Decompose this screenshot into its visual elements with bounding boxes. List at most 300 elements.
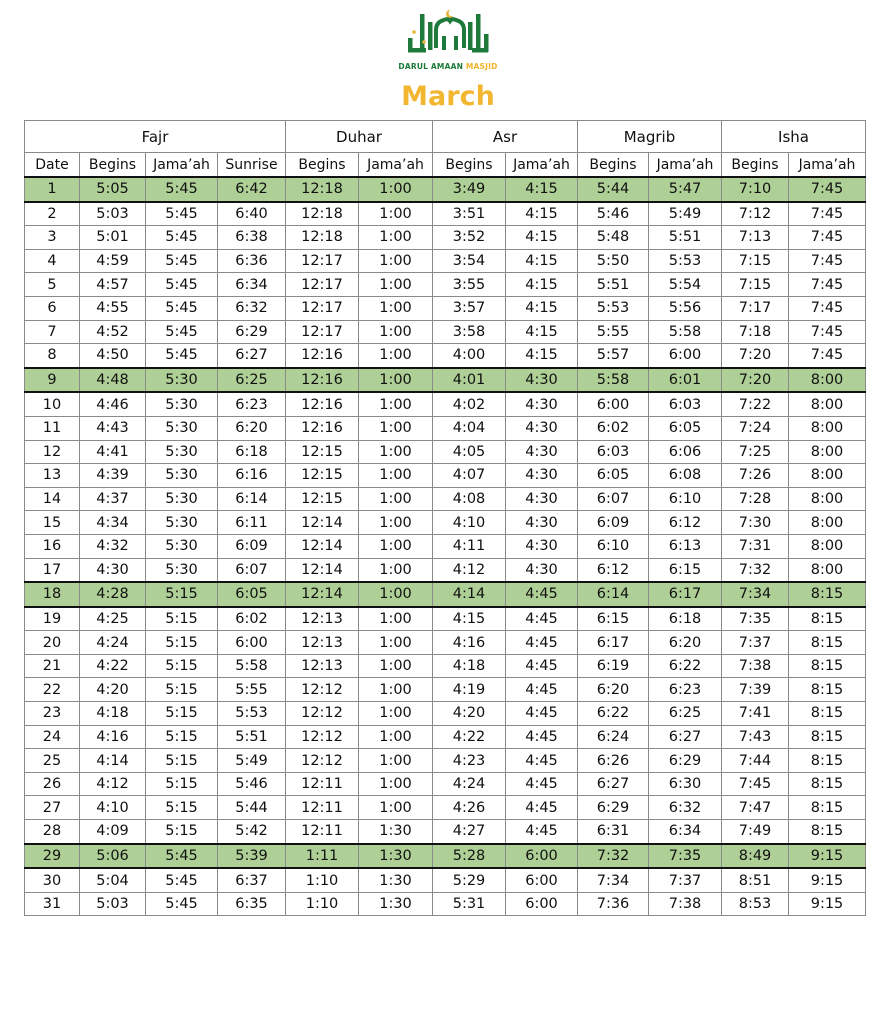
cell-fajr-jamaah: 5:15: [146, 725, 218, 749]
cell-fajr-begins: 4:18: [80, 702, 146, 726]
cell-isha-begins: 8:49: [722, 844, 789, 869]
cell-fajr-jamaah: 5:15: [146, 702, 218, 726]
brand-name-part1: DARUL AMAAN: [398, 62, 464, 71]
cell-isha-begins: 7:30: [722, 511, 789, 535]
cell-fajr-begins: 4:59: [80, 249, 146, 273]
cell-sunrise: 6:42: [218, 177, 286, 202]
cell-duhar-jamaah: 1:00: [359, 654, 433, 678]
cell-asr-begins: 4:26: [433, 796, 506, 820]
cell-sunrise: 6:40: [218, 202, 286, 226]
cell-isha-jamaah: 8:00: [789, 416, 866, 440]
cell-fajr-jamaah: 5:30: [146, 487, 218, 511]
cell-magrib-begins: 7:32: [578, 844, 649, 869]
cell-magrib-begins: 6:05: [578, 464, 649, 488]
cell-date: 14: [25, 487, 80, 511]
cell-duhar-jamaah: 1:30: [359, 868, 433, 892]
cell-isha-begins: 7:20: [722, 344, 789, 368]
cell-sunrise: 5:49: [218, 749, 286, 773]
cell-asr-jamaah: 6:00: [506, 868, 578, 892]
cell-fajr-begins: 4:37: [80, 487, 146, 511]
cell-isha-begins: 7:22: [722, 392, 789, 416]
cell-fajr-jamaah: 5:15: [146, 796, 218, 820]
cell-asr-begins: 4:10: [433, 511, 506, 535]
cell-isha-jamaah: 8:00: [789, 464, 866, 488]
cell-date: 13: [25, 464, 80, 488]
cell-fajr-jamaah: 5:45: [146, 892, 218, 916]
cell-isha-jamaah: 7:45: [789, 320, 866, 344]
cell-fajr-jamaah: 5:45: [146, 344, 218, 368]
cell-sunrise: 6:02: [218, 607, 286, 631]
cell-fajr-jamaah: 5:45: [146, 226, 218, 250]
cell-fajr-begins: 4:57: [80, 273, 146, 297]
cell-asr-jamaah: 4:30: [506, 464, 578, 488]
cell-magrib-jamaah: 6:18: [649, 607, 722, 631]
cell-isha-jamaah: 8:00: [789, 534, 866, 558]
cell-sunrise: 6:09: [218, 534, 286, 558]
column-header-duhar-jamaah: Jama’ah: [359, 153, 433, 178]
cell-fajr-jamaah: 5:45: [146, 249, 218, 273]
column-header-date: Date: [25, 153, 80, 178]
cell-duhar-begins: 1:10: [286, 868, 359, 892]
cell-magrib-begins: 5:53: [578, 296, 649, 320]
cell-fajr-jamaah: 5:45: [146, 296, 218, 320]
cell-magrib-jamaah: 6:20: [649, 631, 722, 655]
cell-magrib-jamaah: 6:05: [649, 416, 722, 440]
cell-date: 20: [25, 631, 80, 655]
column-header-fajr-begins: Begins: [80, 153, 146, 178]
cell-isha-begins: 7:12: [722, 202, 789, 226]
cell-asr-begins: 3:58: [433, 320, 506, 344]
cell-magrib-jamaah: 6:03: [649, 392, 722, 416]
cell-duhar-jamaah: 1:00: [359, 177, 433, 202]
cell-isha-jamaah: 7:45: [789, 226, 866, 250]
cell-asr-begins: 4:20: [433, 702, 506, 726]
cell-magrib-begins: 5:51: [578, 273, 649, 297]
cell-fajr-begins: 4:34: [80, 511, 146, 535]
cell-asr-begins: 4:11: [433, 534, 506, 558]
cell-duhar-jamaah: 1:00: [359, 440, 433, 464]
cell-isha-begins: 7:45: [722, 772, 789, 796]
cell-fajr-begins: 4:55: [80, 296, 146, 320]
table-row: [25, 654, 866, 678]
cell-isha-begins: 7:49: [722, 820, 789, 844]
cell-isha-jamaah: 8:15: [789, 654, 866, 678]
cell-duhar-begins: 12:11: [286, 796, 359, 820]
cell-fajr-jamaah: 5:15: [146, 582, 218, 607]
cell-fajr-begins: 4:28: [80, 582, 146, 607]
prayer-group-header-row: [25, 121, 866, 153]
cell-sunrise: 6:05: [218, 582, 286, 607]
cell-sunrise: 6:37: [218, 868, 286, 892]
group-header-duhar: Duhar: [286, 121, 433, 153]
cell-magrib-begins: 6:19: [578, 654, 649, 678]
cell-asr-begins: 3:52: [433, 226, 506, 250]
cell-sunrise: 6:18: [218, 440, 286, 464]
cell-fajr-jamaah: 5:30: [146, 534, 218, 558]
cell-fajr-begins: 4:41: [80, 440, 146, 464]
cell-magrib-begins: 5:46: [578, 202, 649, 226]
cell-sunrise: 6:27: [218, 344, 286, 368]
cell-isha-jamaah: 7:45: [789, 344, 866, 368]
cell-magrib-begins: 6:20: [578, 678, 649, 702]
cell-fajr-jamaah: 5:45: [146, 202, 218, 226]
cell-magrib-begins: 6:10: [578, 534, 649, 558]
cell-magrib-begins: 6:07: [578, 487, 649, 511]
cell-isha-jamaah: 8:15: [789, 631, 866, 655]
cell-asr-begins: 3:49: [433, 177, 506, 202]
cell-duhar-begins: 12:15: [286, 464, 359, 488]
cell-asr-begins: 4:16: [433, 631, 506, 655]
cell-magrib-begins: 5:48: [578, 226, 649, 250]
cell-magrib-begins: 6:02: [578, 416, 649, 440]
cell-magrib-jamaah: 6:00: [649, 344, 722, 368]
cell-magrib-jamaah: 5:54: [649, 273, 722, 297]
cell-date: 22: [25, 678, 80, 702]
cell-isha-begins: 7:18: [722, 320, 789, 344]
cell-duhar-begins: 12:13: [286, 631, 359, 655]
cell-date: 12: [25, 440, 80, 464]
cell-duhar-jamaah: 1:00: [359, 607, 433, 631]
cell-asr-jamaah: 4:30: [506, 511, 578, 535]
cell-isha-jamaah: 8:00: [789, 368, 866, 393]
cell-magrib-begins: 7:36: [578, 892, 649, 916]
cell-fajr-begins: 5:05: [80, 177, 146, 202]
cell-asr-jamaah: 4:15: [506, 202, 578, 226]
table-row: [25, 678, 866, 702]
cell-asr-begins: 4:00: [433, 344, 506, 368]
cell-fajr-begins: 5:04: [80, 868, 146, 892]
cell-sunrise: 6:00: [218, 631, 286, 655]
cell-sunrise: 5:58: [218, 654, 286, 678]
cell-magrib-begins: 5:57: [578, 344, 649, 368]
table-row: [25, 772, 866, 796]
cell-asr-jamaah: 4:15: [506, 249, 578, 273]
cell-magrib-begins: 6:17: [578, 631, 649, 655]
cell-isha-jamaah: 8:15: [789, 749, 866, 773]
cell-duhar-begins: 12:15: [286, 440, 359, 464]
cell-isha-begins: 7:38: [722, 654, 789, 678]
cell-magrib-begins: 6:22: [578, 702, 649, 726]
cell-sunrise: 5:51: [218, 725, 286, 749]
cell-date: 26: [25, 772, 80, 796]
column-header-isha-jamaah: Jama’ah: [789, 153, 866, 178]
cell-sunrise: 5:46: [218, 772, 286, 796]
cell-isha-begins: 7:32: [722, 558, 789, 582]
cell-duhar-jamaah: 1:30: [359, 892, 433, 916]
table-row: [25, 892, 866, 916]
cell-asr-jamaah: 4:15: [506, 344, 578, 368]
cell-date: 2: [25, 202, 80, 226]
cell-asr-begins: 3:51: [433, 202, 506, 226]
cell-asr-jamaah: 4:45: [506, 631, 578, 655]
cell-isha-begins: 8:51: [722, 868, 789, 892]
table-row: [25, 534, 866, 558]
table-row: [25, 607, 866, 631]
cell-magrib-jamaah: 6:23: [649, 678, 722, 702]
cell-isha-begins: 8:53: [722, 892, 789, 916]
cell-fajr-jamaah: 5:30: [146, 511, 218, 535]
cell-duhar-jamaah: 1:00: [359, 534, 433, 558]
cell-magrib-begins: 6:26: [578, 749, 649, 773]
cell-fajr-begins: 4:50: [80, 344, 146, 368]
column-header-duhar-begins: Begins: [286, 153, 359, 178]
cell-duhar-begins: 12:11: [286, 820, 359, 844]
cell-asr-jamaah: 4:45: [506, 725, 578, 749]
cell-fajr-begins: 4:25: [80, 607, 146, 631]
cell-fajr-jamaah: 5:15: [146, 631, 218, 655]
cell-asr-begins: 5:31: [433, 892, 506, 916]
cell-duhar-jamaah: 1:00: [359, 296, 433, 320]
cell-fajr-jamaah: 5:30: [146, 464, 218, 488]
cell-asr-begins: 4:12: [433, 558, 506, 582]
cell-isha-jamaah: 7:45: [789, 202, 866, 226]
table-row: [25, 320, 866, 344]
cell-magrib-jamaah: 6:27: [649, 725, 722, 749]
cell-duhar-jamaah: 1:00: [359, 273, 433, 297]
cell-fajr-begins: 5:03: [80, 892, 146, 916]
cell-sunrise: 5:53: [218, 702, 286, 726]
cell-date: 10: [25, 392, 80, 416]
table-row: [25, 296, 866, 320]
table-row: [25, 820, 866, 844]
cell-date: 28: [25, 820, 80, 844]
cell-date: 6: [25, 296, 80, 320]
cell-magrib-jamaah: 6:12: [649, 511, 722, 535]
cell-isha-begins: 7:17: [722, 296, 789, 320]
cell-fajr-jamaah: 5:30: [146, 392, 218, 416]
cell-magrib-jamaah: 6:32: [649, 796, 722, 820]
cell-fajr-begins: 4:39: [80, 464, 146, 488]
cell-date: 30: [25, 868, 80, 892]
cell-magrib-jamaah: 6:17: [649, 582, 722, 607]
cell-isha-jamaah: 8:00: [789, 558, 866, 582]
cell-date: 17: [25, 558, 80, 582]
cell-magrib-jamaah: 5:49: [649, 202, 722, 226]
cell-fajr-jamaah: 5:45: [146, 868, 218, 892]
cell-duhar-begins: 12:18: [286, 226, 359, 250]
cell-magrib-begins: 6:24: [578, 725, 649, 749]
cell-asr-begins: 4:02: [433, 392, 506, 416]
cell-duhar-jamaah: 1:00: [359, 320, 433, 344]
cell-duhar-jamaah: 1:00: [359, 678, 433, 702]
cell-asr-jamaah: 4:30: [506, 392, 578, 416]
cell-fajr-begins: 5:06: [80, 844, 146, 869]
cell-isha-begins: 7:41: [722, 702, 789, 726]
cell-asr-begins: 4:07: [433, 464, 506, 488]
cell-sunrise: 6:11: [218, 511, 286, 535]
cell-isha-begins: 7:15: [722, 249, 789, 273]
table-row: [25, 202, 866, 226]
cell-duhar-jamaah: 1:00: [359, 202, 433, 226]
cell-asr-jamaah: 4:15: [506, 273, 578, 297]
cell-sunrise: 5:55: [218, 678, 286, 702]
cell-duhar-begins: 12:13: [286, 654, 359, 678]
cell-magrib-jamaah: 6:29: [649, 749, 722, 773]
column-header-sunrise: Sunrise: [218, 153, 286, 178]
table-row: [25, 392, 866, 416]
cell-fajr-jamaah: 5:45: [146, 177, 218, 202]
cell-isha-jamaah: 7:45: [789, 249, 866, 273]
cell-asr-begins: 4:08: [433, 487, 506, 511]
cell-duhar-begins: 12:16: [286, 344, 359, 368]
brand-name: [380, 62, 516, 71]
cell-sunrise: 5:39: [218, 844, 286, 869]
cell-magrib-jamaah: 5:47: [649, 177, 722, 202]
cell-magrib-jamaah: 6:30: [649, 772, 722, 796]
cell-fajr-begins: 4:32: [80, 534, 146, 558]
cell-asr-jamaah: 4:30: [506, 558, 578, 582]
cell-isha-begins: 7:34: [722, 582, 789, 607]
cell-sunrise: 5:42: [218, 820, 286, 844]
cell-duhar-begins: 12:14: [286, 511, 359, 535]
cell-date: 18: [25, 582, 80, 607]
cell-isha-begins: 7:47: [722, 796, 789, 820]
cell-duhar-jamaah: 1:00: [359, 558, 433, 582]
cell-sunrise: 6:29: [218, 320, 286, 344]
table-row: [25, 440, 866, 464]
cell-magrib-jamaah: 6:01: [649, 368, 722, 393]
cell-date: 5: [25, 273, 80, 297]
table-row: [25, 416, 866, 440]
cell-date: 16: [25, 534, 80, 558]
cell-magrib-jamaah: 6:13: [649, 534, 722, 558]
cell-fajr-jamaah: 5:15: [146, 678, 218, 702]
cell-magrib-begins: 6:12: [578, 558, 649, 582]
table-row: [25, 249, 866, 273]
cell-date: 15: [25, 511, 80, 535]
cell-date: 11: [25, 416, 80, 440]
cell-fajr-jamaah: 5:30: [146, 440, 218, 464]
cell-fajr-begins: 4:43: [80, 416, 146, 440]
cell-asr-begins: 4:01: [433, 368, 506, 393]
cell-duhar-begins: 12:12: [286, 749, 359, 773]
brand-name-part2: MASJID: [465, 62, 498, 71]
table-row: [25, 273, 866, 297]
cell-date: 23: [25, 702, 80, 726]
cell-duhar-jamaah: 1:00: [359, 582, 433, 607]
cell-magrib-begins: 6:03: [578, 440, 649, 464]
cell-magrib-begins: 5:55: [578, 320, 649, 344]
table-row: [25, 464, 866, 488]
cell-isha-begins: 7:43: [722, 725, 789, 749]
cell-duhar-begins: 1:11: [286, 844, 359, 869]
cell-asr-begins: 5:28: [433, 844, 506, 869]
cell-fajr-jamaah: 5:45: [146, 273, 218, 297]
cell-asr-begins: 4:19: [433, 678, 506, 702]
cell-duhar-jamaah: 1:00: [359, 725, 433, 749]
cell-isha-begins: 7:25: [722, 440, 789, 464]
cell-duhar-begins: 12:16: [286, 368, 359, 393]
cell-isha-jamaah: 9:15: [789, 868, 866, 892]
cell-magrib-jamaah: 6:22: [649, 654, 722, 678]
cell-date: 8: [25, 344, 80, 368]
cell-isha-begins: 7:24: [722, 416, 789, 440]
cell-isha-jamaah: 8:15: [789, 820, 866, 844]
cell-fajr-jamaah: 5:15: [146, 772, 218, 796]
cell-isha-begins: 7:31: [722, 534, 789, 558]
cell-fajr-jamaah: 5:15: [146, 749, 218, 773]
cell-date: 21: [25, 654, 80, 678]
table-row-highlighted: [25, 177, 866, 202]
cell-isha-jamaah: 8:00: [789, 392, 866, 416]
cell-fajr-jamaah: 5:15: [146, 820, 218, 844]
cell-fajr-begins: 4:24: [80, 631, 146, 655]
cell-asr-begins: 4:04: [433, 416, 506, 440]
cell-duhar-begins: 12:18: [286, 202, 359, 226]
cell-isha-begins: 7:26: [722, 464, 789, 488]
group-header-isha: Isha: [722, 121, 866, 153]
cell-isha-begins: 7:37: [722, 631, 789, 655]
cell-asr-jamaah: 4:15: [506, 177, 578, 202]
cell-asr-jamaah: 4:15: [506, 320, 578, 344]
cell-sunrise: 6:20: [218, 416, 286, 440]
cell-sunrise: 6:38: [218, 226, 286, 250]
cell-isha-begins: 7:20: [722, 368, 789, 393]
table-row: [25, 702, 866, 726]
cell-asr-jamaah: 4:45: [506, 607, 578, 631]
cell-fajr-jamaah: 5:15: [146, 654, 218, 678]
column-header-asr-jamaah: Jama’ah: [506, 153, 578, 178]
cell-fajr-begins: 4:46: [80, 392, 146, 416]
cell-asr-jamaah: 6:00: [506, 844, 578, 869]
table-row: [25, 226, 866, 250]
cell-magrib-jamaah: 6:06: [649, 440, 722, 464]
table-row-highlighted: [25, 582, 866, 607]
cell-fajr-begins: 4:14: [80, 749, 146, 773]
cell-asr-jamaah: 4:45: [506, 702, 578, 726]
cell-date: 31: [25, 892, 80, 916]
cell-isha-begins: 7:13: [722, 226, 789, 250]
cell-asr-jamaah: 4:45: [506, 772, 578, 796]
cell-magrib-jamaah: 5:53: [649, 249, 722, 273]
cell-duhar-begins: 12:18: [286, 177, 359, 202]
cell-sunrise: 6:32: [218, 296, 286, 320]
cell-isha-jamaah: 8:15: [789, 796, 866, 820]
cell-asr-jamaah: 4:45: [506, 749, 578, 773]
cell-isha-begins: 7:35: [722, 607, 789, 631]
column-header-row: [25, 153, 866, 178]
cell-magrib-jamaah: 5:58: [649, 320, 722, 344]
cell-date: 3: [25, 226, 80, 250]
cell-magrib-jamaah: 6:15: [649, 558, 722, 582]
cell-asr-begins: 3:55: [433, 273, 506, 297]
cell-sunrise: 6:23: [218, 392, 286, 416]
cell-duhar-jamaah: 1:00: [359, 487, 433, 511]
cell-asr-jamaah: 4:45: [506, 678, 578, 702]
cell-isha-jamaah: 9:15: [789, 892, 866, 916]
cell-duhar-jamaah: 1:00: [359, 368, 433, 393]
cell-magrib-jamaah: 6:08: [649, 464, 722, 488]
cell-isha-jamaah: 7:45: [789, 273, 866, 297]
month-title: March: [401, 81, 495, 112]
cell-duhar-jamaah: 1:00: [359, 226, 433, 250]
table-row: [25, 725, 866, 749]
cell-magrib-jamaah: 6:25: [649, 702, 722, 726]
cell-duhar-begins: 12:17: [286, 296, 359, 320]
cell-fajr-begins: 4:10: [80, 796, 146, 820]
prayer-timetable: [24, 120, 866, 916]
cell-asr-jamaah: 4:45: [506, 582, 578, 607]
cell-asr-begins: 4:05: [433, 440, 506, 464]
cell-duhar-jamaah: 1:00: [359, 344, 433, 368]
cell-asr-jamaah: 4:15: [506, 226, 578, 250]
cell-magrib-jamaah: 5:51: [649, 226, 722, 250]
cell-sunrise: 6:36: [218, 249, 286, 273]
cell-duhar-jamaah: 1:00: [359, 631, 433, 655]
cell-magrib-begins: 7:34: [578, 868, 649, 892]
cell-isha-jamaah: 8:00: [789, 511, 866, 535]
column-header-magrib-begins: Begins: [578, 153, 649, 178]
